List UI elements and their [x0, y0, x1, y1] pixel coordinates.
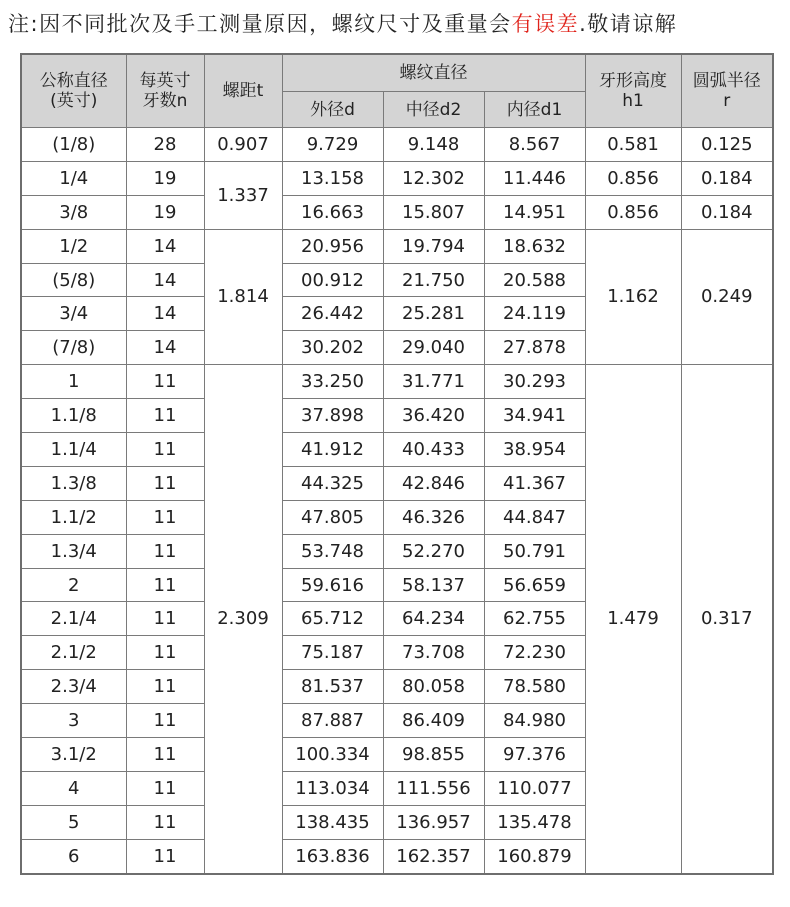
nominal-size-cell: 1.1/8 [21, 399, 126, 433]
pitch-cell: 1.814 [204, 229, 282, 365]
pitch-diameter-cell: 80.058 [383, 670, 484, 704]
major-diameter-cell: 26.442 [282, 297, 383, 331]
threads-per-inch-cell: 14 [126, 229, 204, 263]
pitch-diameter-cell: 21.750 [383, 263, 484, 297]
major-diameter-cell: 16.663 [282, 195, 383, 229]
note-highlight: 有误差 [511, 12, 580, 36]
minor-diameter-cell: 27.878 [484, 331, 585, 365]
minor-diameter-cell: 44.847 [484, 500, 585, 534]
major-diameter-cell: 13.158 [282, 161, 383, 195]
header-pitch: 螺距t [204, 54, 282, 128]
minor-diameter-cell: 14.951 [484, 195, 585, 229]
pitch-diameter-cell: 25.281 [383, 297, 484, 331]
minor-diameter-cell: 20.588 [484, 263, 585, 297]
pitch-diameter-cell: 12.302 [383, 161, 484, 195]
nominal-size-cell: (5/8) [21, 263, 126, 297]
pitch-diameter-cell: 31.771 [383, 365, 484, 399]
pitch-diameter-cell: 19.794 [383, 229, 484, 263]
thread-spec-table [20, 53, 774, 875]
header-thread-height: 牙形高度 h1 [585, 54, 681, 128]
minor-diameter-cell: 38.954 [484, 433, 585, 467]
pitch-diameter-cell: 15.807 [383, 195, 484, 229]
nominal-size-cell: 2.1/4 [21, 602, 126, 636]
pitch-cell: 0.907 [204, 128, 282, 162]
threads-per-inch-cell: 28 [126, 128, 204, 162]
threads-per-inch-cell: 11 [126, 568, 204, 602]
arc-radius-cell: 0.184 [681, 161, 773, 195]
pitch-diameter-cell: 42.846 [383, 466, 484, 500]
threads-per-inch-cell: 11 [126, 839, 204, 873]
minor-diameter-cell: 18.632 [484, 229, 585, 263]
minor-diameter-cell: 11.446 [484, 161, 585, 195]
nominal-size-cell: 1.3/4 [21, 534, 126, 568]
nominal-size-cell: 3/8 [21, 195, 126, 229]
thread-height-cell: 0.856 [585, 161, 681, 195]
nominal-size-cell: 5 [21, 805, 126, 839]
nominal-size-cell: 3.1/2 [21, 738, 126, 772]
minor-diameter-cell: 24.119 [484, 297, 585, 331]
major-diameter-cell: 00.912 [282, 263, 383, 297]
table-row [21, 229, 773, 263]
pitch-diameter-cell: 29.040 [383, 331, 484, 365]
nominal-size-cell: 2.1/2 [21, 636, 126, 670]
nominal-size-cell: 3/4 [21, 297, 126, 331]
threads-per-inch-cell: 11 [126, 704, 204, 738]
header-major-diameter: 外径d [282, 92, 383, 128]
table-row [21, 195, 773, 229]
pitch-diameter-cell: 111.556 [383, 771, 484, 805]
header-thread-diameter: 螺纹直径 [282, 54, 585, 92]
arc-radius-cell: 0.249 [681, 229, 773, 365]
nominal-size-cell: 1 [21, 365, 126, 399]
minor-diameter-cell: 56.659 [484, 568, 585, 602]
disclaimer-note [8, 8, 784, 40]
threads-per-inch-cell: 19 [126, 195, 204, 229]
major-diameter-cell: 9.729 [282, 128, 383, 162]
header-pitch-diameter: 中径d2 [383, 92, 484, 128]
threads-per-inch-cell: 14 [126, 263, 204, 297]
pitch-diameter-cell: 64.234 [383, 602, 484, 636]
nominal-size-cell: 6 [21, 839, 126, 873]
major-diameter-cell: 44.325 [282, 466, 383, 500]
pitch-diameter-cell: 73.708 [383, 636, 484, 670]
pitch-diameter-cell: 52.270 [383, 534, 484, 568]
header-arc-radius: 圆弧半径 r [681, 54, 773, 128]
threads-per-inch-cell: 11 [126, 466, 204, 500]
minor-diameter-cell: 34.941 [484, 399, 585, 433]
nominal-size-cell: 1.3/8 [21, 466, 126, 500]
nominal-size-cell: (7/8) [21, 331, 126, 365]
pitch-diameter-cell: 36.420 [383, 399, 484, 433]
pitch-diameter-cell: 40.433 [383, 433, 484, 467]
pitch-cell: 1.337 [204, 161, 282, 229]
threads-per-inch-cell: 14 [126, 297, 204, 331]
table-row [21, 128, 773, 162]
table-row [21, 161, 773, 195]
note-text: 注:因不同批次及手工测量原因，螺纹尺寸及重量会 [8, 12, 512, 36]
pitch-diameter-cell: 162.357 [383, 839, 484, 873]
nominal-size-cell: 1/4 [21, 161, 126, 195]
minor-diameter-cell: 41.367 [484, 466, 585, 500]
arc-radius-cell: 0.317 [681, 365, 773, 874]
minor-diameter-cell: 84.980 [484, 704, 585, 738]
threads-per-inch-cell: 11 [126, 399, 204, 433]
threads-per-inch-cell: 11 [126, 500, 204, 534]
header-minor-diameter: 内径d1 [484, 92, 585, 128]
major-diameter-cell: 65.712 [282, 602, 383, 636]
minor-diameter-cell: 50.791 [484, 534, 585, 568]
arc-radius-cell: 0.125 [681, 128, 773, 162]
table-row [21, 365, 773, 399]
threads-per-inch-cell: 11 [126, 670, 204, 704]
threads-per-inch-cell: 11 [126, 636, 204, 670]
major-diameter-cell: 138.435 [282, 805, 383, 839]
pitch-diameter-cell: 9.148 [383, 128, 484, 162]
threads-per-inch-cell: 11 [126, 365, 204, 399]
major-diameter-cell: 87.887 [282, 704, 383, 738]
minor-diameter-cell: 97.376 [484, 738, 585, 772]
header-threads-per-inch: 每英寸 牙数n [126, 54, 204, 128]
nominal-size-cell: 4 [21, 771, 126, 805]
pitch-diameter-cell: 136.957 [383, 805, 484, 839]
pitch-diameter-cell: 46.326 [383, 500, 484, 534]
pitch-diameter-cell: 86.409 [383, 704, 484, 738]
minor-diameter-cell: 72.230 [484, 636, 585, 670]
minor-diameter-cell: 8.567 [484, 128, 585, 162]
major-diameter-cell: 100.334 [282, 738, 383, 772]
nominal-size-cell: 1.1/4 [21, 433, 126, 467]
thread-height-cell: 0.856 [585, 195, 681, 229]
minor-diameter-cell: 78.580 [484, 670, 585, 704]
pitch-cell: 2.309 [204, 365, 282, 874]
threads-per-inch-cell: 11 [126, 771, 204, 805]
threads-per-inch-cell: 11 [126, 602, 204, 636]
major-diameter-cell: 59.616 [282, 568, 383, 602]
threads-per-inch-cell: 11 [126, 738, 204, 772]
major-diameter-cell: 75.187 [282, 636, 383, 670]
header-nominal-diameter: 公称直径 (英寸) [21, 54, 126, 128]
threads-per-inch-cell: 11 [126, 805, 204, 839]
pitch-diameter-cell: 58.137 [383, 568, 484, 602]
thread-height-cell: 1.162 [585, 229, 681, 365]
minor-diameter-cell: 160.879 [484, 839, 585, 873]
thread-height-cell: 0.581 [585, 128, 681, 162]
nominal-size-cell: 2.3/4 [21, 670, 126, 704]
major-diameter-cell: 30.202 [282, 331, 383, 365]
major-diameter-cell: 33.250 [282, 365, 383, 399]
major-diameter-cell: 113.034 [282, 771, 383, 805]
minor-diameter-cell: 110.077 [484, 771, 585, 805]
table-body [21, 128, 773, 874]
nominal-size-cell: 1.1/2 [21, 500, 126, 534]
threads-per-inch-cell: 19 [126, 161, 204, 195]
major-diameter-cell: 53.748 [282, 534, 383, 568]
note-suffix: .敬请谅解 [579, 12, 678, 36]
threads-per-inch-cell: 11 [126, 433, 204, 467]
major-diameter-cell: 37.898 [282, 399, 383, 433]
major-diameter-cell: 163.836 [282, 839, 383, 873]
arc-radius-cell: 0.184 [681, 195, 773, 229]
major-diameter-cell: 81.537 [282, 670, 383, 704]
minor-diameter-cell: 62.755 [484, 602, 585, 636]
nominal-size-cell: 1/2 [21, 229, 126, 263]
threads-per-inch-cell: 11 [126, 534, 204, 568]
thread-height-cell: 1.479 [585, 365, 681, 874]
minor-diameter-cell: 30.293 [484, 365, 585, 399]
major-diameter-cell: 41.912 [282, 433, 383, 467]
nominal-size-cell: (1/8) [21, 128, 126, 162]
major-diameter-cell: 20.956 [282, 229, 383, 263]
pitch-diameter-cell: 98.855 [383, 738, 484, 772]
nominal-size-cell: 3 [21, 704, 126, 738]
minor-diameter-cell: 135.478 [484, 805, 585, 839]
nominal-size-cell: 2 [21, 568, 126, 602]
major-diameter-cell: 47.805 [282, 500, 383, 534]
threads-per-inch-cell: 14 [126, 331, 204, 365]
